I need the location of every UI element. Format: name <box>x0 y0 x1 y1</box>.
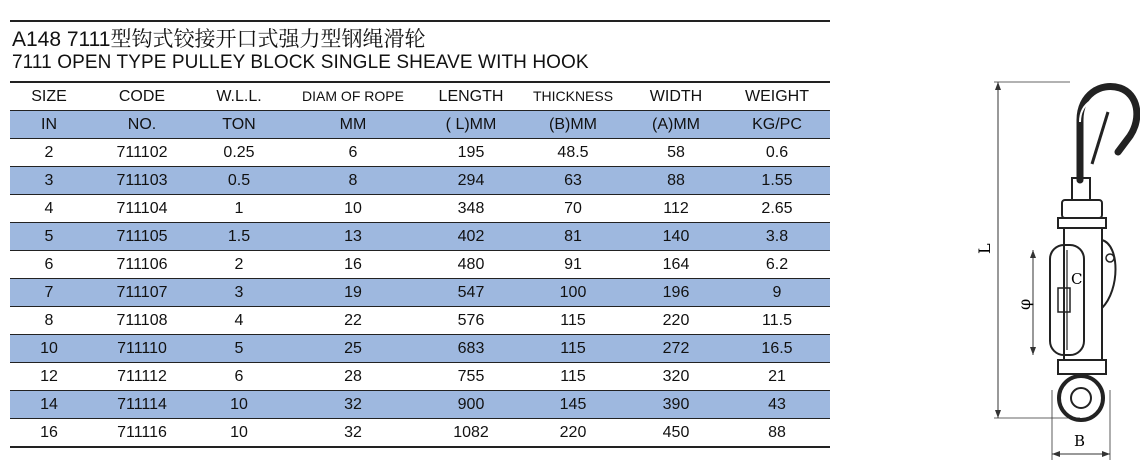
thickness-label: B <box>1074 432 1086 450</box>
cell-length: 900 <box>424 391 518 419</box>
cell-diam-of-rope: 32 <box>282 419 424 448</box>
cell-size: 12 <box>10 363 88 391</box>
cell-size: 10 <box>10 335 88 363</box>
cell-wll: 4 <box>196 307 282 335</box>
cell-weight: 3.8 <box>724 223 830 251</box>
cell-code: 711103 <box>88 167 196 195</box>
table-row <box>10 195 830 223</box>
cell-weight: 2.65 <box>724 195 830 223</box>
header-length: LENGTH <box>424 82 518 111</box>
table-row <box>10 363 830 391</box>
cell-diam-of-rope: 19 <box>282 279 424 307</box>
cell-diam-of-rope: 13 <box>282 223 424 251</box>
cell-wll: 1 <box>196 195 282 223</box>
cell-diam-of-rope: 10 <box>282 195 424 223</box>
cell-code: 711112 <box>88 363 196 391</box>
unit-wll: TON <box>196 111 282 139</box>
diameter-arrow-bottom <box>1030 347 1036 355</box>
swivel-collar <box>1062 200 1102 218</box>
header-thickness: THICKNESS <box>518 82 628 111</box>
cell-weight: 0.6 <box>724 139 830 167</box>
cell-length: 1082 <box>424 419 518 448</box>
cell-weight: 16.5 <box>724 335 830 363</box>
unit-width: (A)MM <box>628 111 724 139</box>
header-code: CODE <box>88 82 196 111</box>
lower-nut <box>1058 360 1106 374</box>
title-code: A148 7111 <box>12 28 111 51</box>
unit-size: IN <box>10 111 88 139</box>
cell-wll: 10 <box>196 391 282 419</box>
cell-code: 711116 <box>88 419 196 448</box>
sheave-label: C <box>1071 270 1083 288</box>
cell-size: 14 <box>10 391 88 419</box>
cell-width: 390 <box>628 391 724 419</box>
diameter-label: φ <box>1015 298 1034 310</box>
cell-code: 711107 <box>88 279 196 307</box>
cell-thickness: 145 <box>518 391 628 419</box>
cell-thickness: 81 <box>518 223 628 251</box>
cell-size: 2 <box>10 139 88 167</box>
cell-width: 320 <box>628 363 724 391</box>
cell-wll: 2 <box>196 251 282 279</box>
cell-thickness: 100 <box>518 279 628 307</box>
unit-diam-of-rope: MM <box>282 111 424 139</box>
unit-length: ( L)MM <box>424 111 518 139</box>
unit-code: NO. <box>88 111 196 139</box>
hook-outline <box>1080 87 1137 180</box>
header-diam-of-rope: DIAM OF ROPE <box>282 82 424 111</box>
cell-diam-of-rope: 28 <box>282 363 424 391</box>
table-row <box>10 139 830 167</box>
cell-thickness: 115 <box>518 335 628 363</box>
cell-length: 755 <box>424 363 518 391</box>
cell-thickness: 48.5 <box>518 139 628 167</box>
table-row <box>10 307 830 335</box>
cell-length: 294 <box>424 167 518 195</box>
unit-thickness: (B)MM <box>518 111 628 139</box>
cell-code: 711108 <box>88 307 196 335</box>
header-row-labels <box>10 82 830 111</box>
table-row <box>10 167 830 195</box>
cell-diam-of-rope: 8 <box>282 167 424 195</box>
cell-thickness: 220 <box>518 419 628 448</box>
cell-size: 3 <box>10 167 88 195</box>
cell-size: 8 <box>10 307 88 335</box>
cell-weight: 9 <box>724 279 830 307</box>
cell-weight: 43 <box>724 391 830 419</box>
cell-width: 112 <box>628 195 724 223</box>
cell-weight: 21 <box>724 363 830 391</box>
cell-thickness: 115 <box>518 307 628 335</box>
cell-weight: 88 <box>724 419 830 448</box>
cell-diam-of-rope: 32 <box>282 391 424 419</box>
cell-code: 711104 <box>88 195 196 223</box>
title-top-rule <box>10 20 830 22</box>
unit-weight: KG/PC <box>724 111 830 139</box>
header-size: SIZE <box>10 82 88 111</box>
cell-size: 4 <box>10 195 88 223</box>
title-chinese-text: 型钩式铰接开口式强力型钢绳滑轮 <box>110 28 426 51</box>
cell-wll: 0.25 <box>196 139 282 167</box>
hook-latch <box>1092 112 1108 164</box>
cell-length: 348 <box>424 195 518 223</box>
cell-diam-of-rope: 6 <box>282 139 424 167</box>
cell-code: 711102 <box>88 139 196 167</box>
header-row-units <box>10 111 830 139</box>
cell-length: 402 <box>424 223 518 251</box>
lower-eye-hole <box>1071 388 1091 408</box>
cell-weight: 1.55 <box>724 167 830 195</box>
spec-table-body <box>10 82 830 447</box>
cell-wll: 5 <box>196 335 282 363</box>
header-wll: W.L.L. <box>196 82 282 111</box>
cell-code: 711105 <box>88 223 196 251</box>
cell-thickness: 91 <box>518 251 628 279</box>
cell-width: 196 <box>628 279 724 307</box>
cell-code: 711110 <box>88 335 196 363</box>
table-row <box>10 223 830 251</box>
cell-length: 480 <box>424 251 518 279</box>
cell-width: 220 <box>628 307 724 335</box>
cell-length: 576 <box>424 307 518 335</box>
length-arrow-top <box>995 82 1001 90</box>
pulley-block-diagram <box>960 60 1140 469</box>
header-width: WIDTH <box>628 82 724 111</box>
spec-table <box>10 81 830 448</box>
table-row <box>10 335 830 363</box>
cell-thickness: 115 <box>518 363 628 391</box>
cell-diam-of-rope: 22 <box>282 307 424 335</box>
cell-wll: 10 <box>196 419 282 448</box>
table-row <box>10 391 830 419</box>
cell-wll: 3 <box>196 279 282 307</box>
cell-size: 7 <box>10 279 88 307</box>
thickness-arrow-right <box>1102 451 1110 457</box>
cell-size: 16 <box>10 419 88 448</box>
length-label: L <box>975 243 994 254</box>
cell-length: 547 <box>424 279 518 307</box>
title-english: 7111 OPEN TYPE PULLEY BLOCK SINGLE SHEAVE WITH HOOK <box>12 52 589 73</box>
latch-pin <box>1106 254 1114 262</box>
cell-weight: 6.2 <box>724 251 830 279</box>
cell-length: 195 <box>424 139 518 167</box>
cell-width: 88 <box>628 167 724 195</box>
cell-width: 272 <box>628 335 724 363</box>
cell-thickness: 70 <box>518 195 628 223</box>
cell-size: 5 <box>10 223 88 251</box>
cell-width: 450 <box>628 419 724 448</box>
cell-code: 711106 <box>88 251 196 279</box>
open-gate-latch <box>1102 240 1116 308</box>
cell-size: 6 <box>10 251 88 279</box>
cell-weight: 11.5 <box>724 307 830 335</box>
cell-wll: 1.5 <box>196 223 282 251</box>
thickness-arrow-left <box>1052 451 1060 457</box>
cell-length: 683 <box>424 335 518 363</box>
table-row <box>10 251 830 279</box>
cell-width: 164 <box>628 251 724 279</box>
swivel-plate <box>1058 218 1106 228</box>
table-row <box>10 279 830 307</box>
cell-width: 140 <box>628 223 724 251</box>
cell-thickness: 63 <box>518 167 628 195</box>
cell-diam-of-rope: 25 <box>282 335 424 363</box>
cell-code: 711114 <box>88 391 196 419</box>
cell-diam-of-rope: 16 <box>282 251 424 279</box>
title-chinese <box>12 27 425 53</box>
table-row <box>10 419 830 448</box>
cell-wll: 6 <box>196 363 282 391</box>
length-arrow-bottom <box>995 410 1001 418</box>
cell-wll: 0.5 <box>196 167 282 195</box>
header-weight: WEIGHT <box>724 82 830 111</box>
lower-eye <box>1059 376 1103 420</box>
diameter-arrow-top <box>1030 250 1036 258</box>
cell-width: 58 <box>628 139 724 167</box>
